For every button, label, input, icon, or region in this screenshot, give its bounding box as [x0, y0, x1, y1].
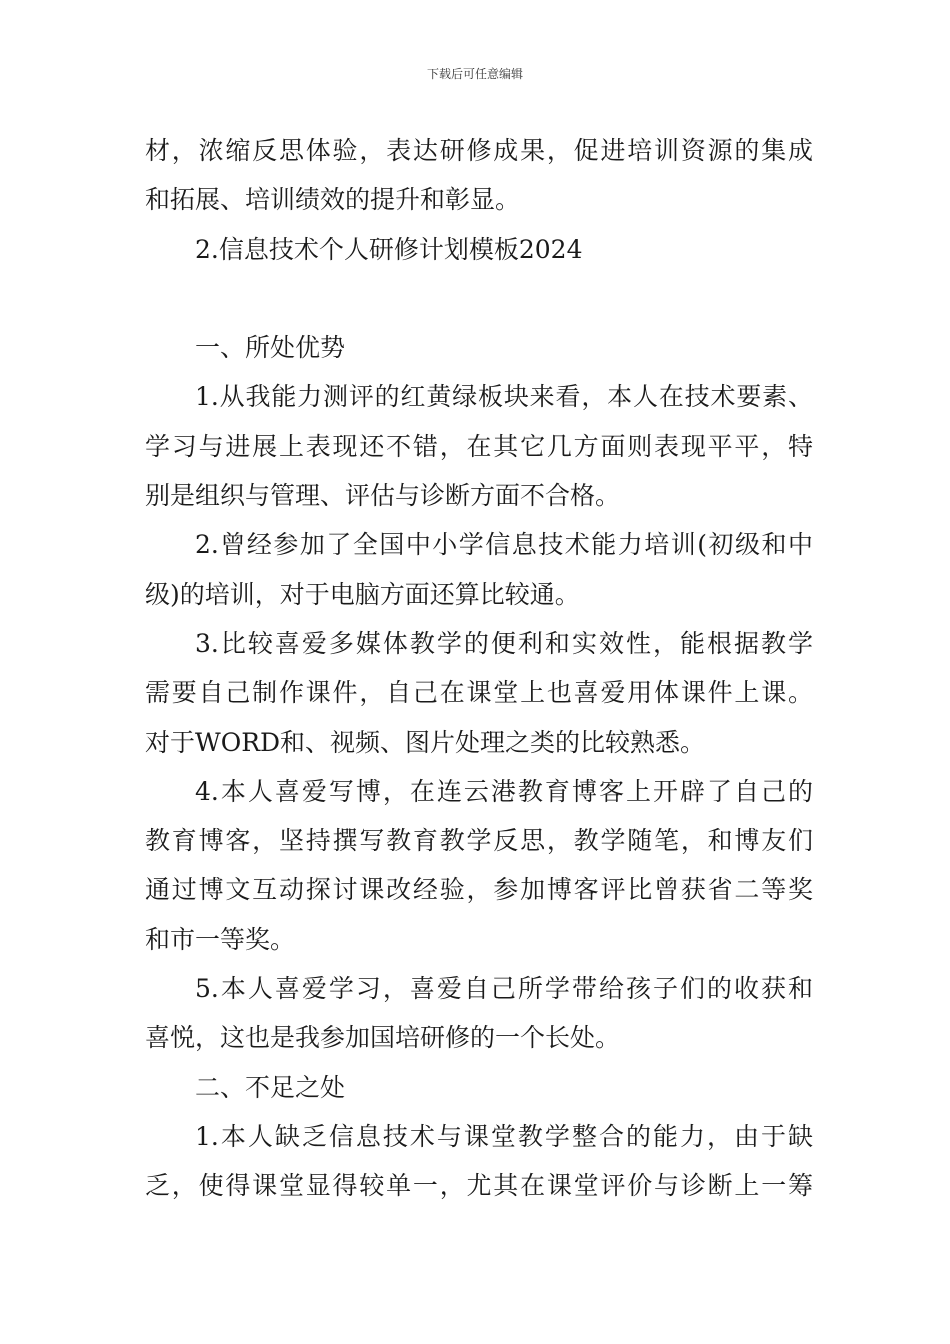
paragraph-line: 2.曾经参加了全国中小学信息技术能力培训(初级和中 — [195, 530, 813, 560]
paragraph-line: 和拓展、培训绩效的提升和彰显。 — [145, 185, 521, 215]
section-heading-shortcomings: 二、不足之处 — [195, 1072, 346, 1102]
paragraph-line: 通过博文互动探讨课改经验，参加博客评比曾获省二等奖 — [145, 875, 813, 905]
section-title: 2.信息技术个人研修计划模板2024 — [195, 234, 583, 264]
paragraph-line: 学习与进展上表现还不错，在其它几方面则表现平平，特 — [145, 431, 813, 461]
paragraph-line: 别是组织与管理、评估与诊断方面不合格。 — [145, 481, 621, 511]
paragraph-line: 教育博客，坚持撰写教育教学反思，教学随笔，和博友们 — [145, 826, 813, 856]
paragraph-line: 和市一等奖。 — [145, 924, 296, 954]
blank-line — [145, 274, 813, 323]
page-header: 下载后可任意编辑 — [426, 67, 523, 81]
paragraph-line: 3.比较喜爱多媒体教学的便利和实效性，能根据教学 — [195, 628, 813, 658]
paragraph-line: 5.本人喜爱学习，喜爱自己所学带给孩子们的收获和 — [195, 974, 813, 1004]
paragraph-line: 对于WORD和、视频、图片处理之类的比较熟悉。 — [145, 727, 706, 757]
paragraph-line: 1.从我能力测评的红黄绿板块来看，本人在技术要素、 — [195, 382, 813, 412]
document-body — [145, 126, 813, 1211]
paragraph-line: 乏，使得课堂显得较单一，尤其在课堂评价与诊断上一筹 — [145, 1171, 813, 1201]
paragraph-line: 4.本人喜爱写博，在连云港教育博客上开辟了自己的 — [195, 776, 813, 806]
paragraph-line: 材，浓缩反思体验，表达研修成果，促进培训资源的集成 — [145, 136, 813, 165]
paragraph-line: 喜悦，这也是我参加国培研修的一个长处。 — [145, 1023, 621, 1053]
section-heading-advantages: 一、所处优势 — [195, 333, 346, 363]
paragraph-line: 需要自己制作课件，自己在课堂上也喜爱用体课件上课。 — [145, 678, 813, 708]
paragraph-line: 级)的培训，对于电脑方面还算比较通。 — [145, 579, 580, 609]
paragraph-line: 1.本人缺乏信息技术与课堂教学整合的能力，由于缺 — [195, 1121, 813, 1151]
